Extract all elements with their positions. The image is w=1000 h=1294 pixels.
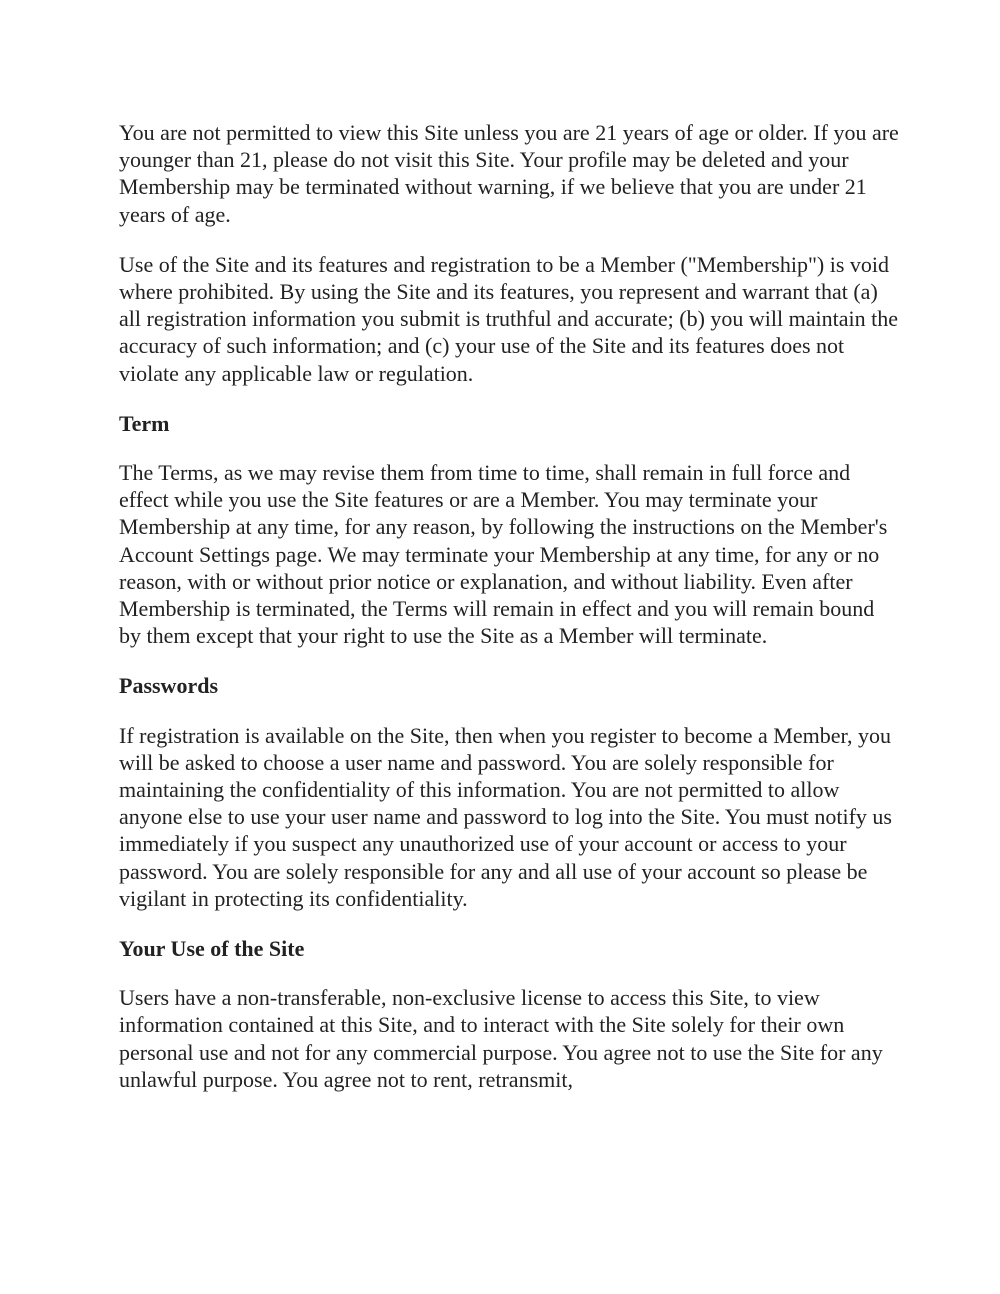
intro-paragraph-membership: Use of the Site and its features and registration to be a Member ("Membership") is void where prohibited. By using the Site and its features, you represent and warrant that (a) all registration information you submit is truthful and accurate; (b) you will maintain the accuracy of such information; and (c) your use of the Site and its features does not violate any applicable law or regulation. <box>119 251 898 386</box>
intro-paragraph-age: You are not permitted to view this Site unless you are 21 years of age or older. If you are younger than 21, please do not visit this Site. Your profile may be deleted and your Membership may be terminated without warning, if we believe that you are under 21 years of age. <box>119 120 899 227</box>
section-body-term: The Terms, as we may revise them from time to time, shall remain in full force and effect while you use the Site features or are a Member. You may terminate your Membership at any time, for any reason, by following the instructions on the Member's Account Settings page. We may terminate your Membership at any time, for any or no reason, with or without prior notice or explanation, and without liability. Even after Membership is terminated, the Terms will remain in effect and you will remain bound by them except that your right to use the Site as a Member will terminate. <box>119 460 888 649</box>
section-body-your-use-of-the-site: Users have a non-transferable, non-exclusive license to access this Site, to view information contained at this Site, and to interact with the Site solely for their own personal use and not for any commercial purpose. You agree not to use the Site for any unlawful purpose. You agree not to rent, retransmit, <box>119 985 883 1092</box>
section-heading-passwords: Passwords <box>119 673 219 699</box>
section-body-passwords: If registration is available on the Site, then when you register to become a Member, you will be asked to choose a user name and password. You are solely responsible for maintaining the confidentiality of this information. You are not permitted to allow anyone else to use your user name and password to log into the Site. You must notify us immediately if you suspect any unauthorized use of your account or access to your password. You are solely responsible for any and all use of your account so please be vigilant in protecting its confidentiality. <box>119 722 892 911</box>
document-page <box>119 119 899 1116</box>
section-heading-your-use-of-the-site: Your Use of the Site <box>119 936 305 962</box>
section-heading-term: Term <box>119 410 170 436</box>
